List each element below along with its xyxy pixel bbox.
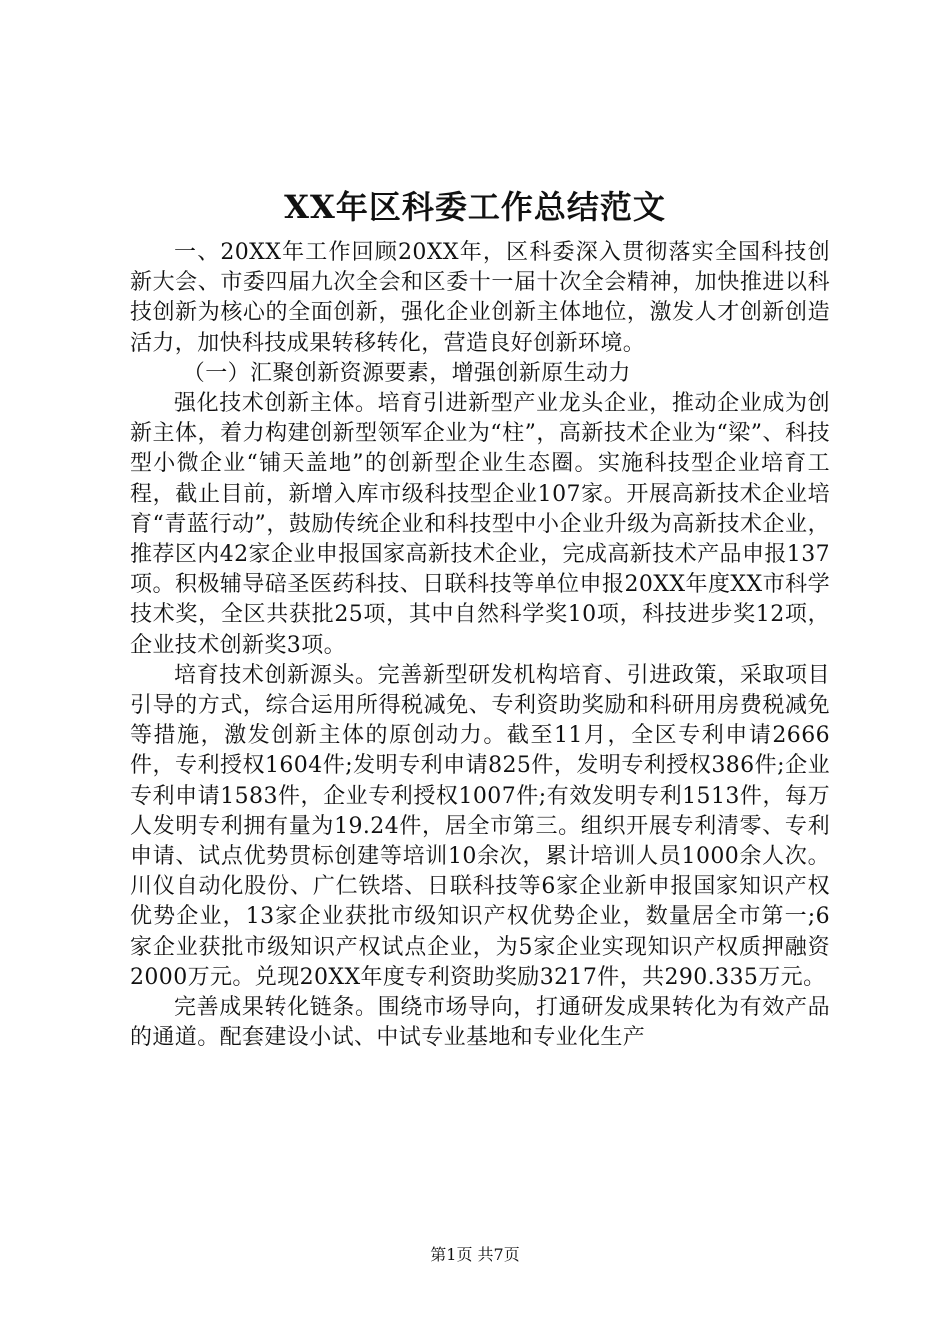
document-body	[130, 238, 830, 1053]
paragraph-innovation-source: 培育技术创新源头。完善新型研发机构培育、引进政策，采取项目引导的方式，综合运用所得税减免、专利资助奖励和科研用房费税减免等措施，激发创新主体的原创动力。截至11月，全区专利申请2666件，专利授权1604件;发明专利申请825件，发明专利授权386件;企业专利申请1583件，企业专利授权1007件;有效发明专利1513件，每万人发明专利拥有量为19.24件，居全市第三。组织开展专利清零、专利申请、试点优势贯标创建等培训10余次，累计培训人员1000余人次。川仪自动化股份、广仁铁塔、日联科技等6家企业新申报国家知识产权优势企业，13家企业获批市级知识产权优势企业，数量居全市第一;6家企业获批市级知识产权试点企业，为5家企业实现知识产权质押融资2000万元。兑现20XX年度专利资助奖励3217件，共290.335万元。	[130, 662, 830, 990]
paragraph-intro: 一、20XX年工作回顾20XX年，区科委深入贯彻落实全国科技创新大会、市委四届九次全会和区委十一届十次全会精神，加快推进以科技创新为核心的全面创新，强化企业创新主体地位，激发人才创新创造活力，加快科技成果转移转化，营造良好创新环境。	[130, 240, 830, 356]
document-title: XX年区科委工作总结范文	[284, 188, 666, 226]
paragraph-innovation-subject: 强化技术创新主体。培育引进新型产业龙头企业，推动企业成为创新主体，着力构建创新型领军企业为“柱”，高新技术企业为“梁”、科技型小微企业“铺天盖地”的创新型企业生态圈。实施科技型企业培育工程，截止目前，新增入库市级科技型企业107家。开展高新技术企业培育“青蓝行动”，鼓励传统企业和科技型中小企业升级为高新技术企业，推荐区内42家企业申报国家高新技术企业，完成高新技术产品申报137项。积极辅导碚圣医药科技、日联科技等单位申报20XX年度XX市科学技术奖，全区共获批25项，其中自然科学奖10项，科技进步奖12项，企业技术创新奖3项。	[130, 391, 830, 658]
page-number-footer: 第1页 共7页	[430, 1245, 520, 1264]
section-heading: （一）汇聚创新资源要素，增强创新原生动力	[182, 360, 631, 386]
paragraph-transformation-chain: 完善成果转化链条。围绕市场导向，打通研发成果转化为有效产品的通道。配套建设小试、中试专业基地和专业化生产	[130, 995, 830, 1051]
